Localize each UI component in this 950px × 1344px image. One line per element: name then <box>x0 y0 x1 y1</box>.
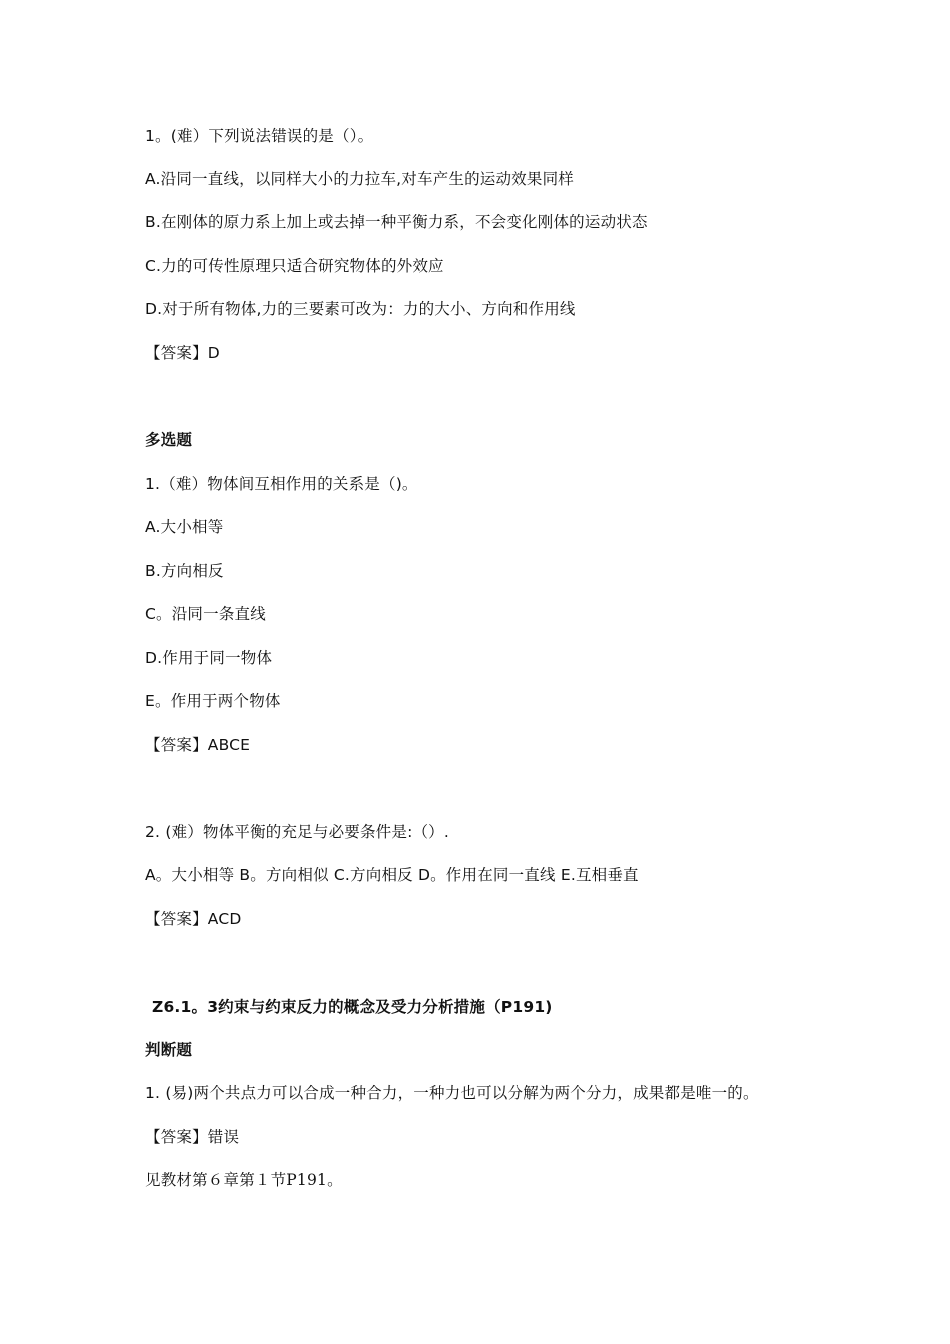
question-1-stem: 1。(难）下列说法错误的是（）。 <box>145 127 374 145</box>
multi-question-1-option-c: C。沿同一条直线 <box>145 605 266 623</box>
multi-choice-heading: 多选题 <box>145 431 193 449</box>
multi-question-1-option-a: A.大小相等 <box>145 518 224 536</box>
multi-question-1-option-d: D.作用于同一物体 <box>145 649 273 667</box>
true-false-question-1-stem: 1. (易)两个共点力可以合成一种合力，一种力也可以分解为两个分力，成果都是唯一的。 <box>145 1084 759 1102</box>
true-false-heading: 判断题 <box>145 1041 193 1059</box>
question-1-option-c: C.力的可传性原理只适合研究物体的外效应 <box>145 257 444 275</box>
multi-question-2-answer: 【答案】ACD <box>145 910 242 928</box>
question-1-option-b: B.在刚体的原力系上加上或去掉一种平衡力系，不会变化刚体的运动状态 <box>145 213 648 231</box>
question-1-option-a: A.沿同一直线，以同样大小的力拉车,对车产生的运动效果同样 <box>145 170 574 188</box>
question-1-option-d: D.对于所有物体,力的三要素可改为：力的大小、方向和作用线 <box>145 300 576 318</box>
multi-question-1-stem: 1.（难）物体间互相作用的关系是（)。 <box>145 475 418 493</box>
multi-question-1-option-b: B.方向相反 <box>145 562 224 580</box>
multi-question-2-stem: 2. (难）物体平衡的充足与必要条件是:（）. <box>145 823 450 841</box>
multi-question-1-answer: 【答案】ABCE <box>145 736 251 754</box>
true-false-question-1-answer: 【答案】错误 <box>145 1128 240 1146</box>
question-1-answer: 【答案】D <box>145 344 220 362</box>
textbook-reference: 见教材第６章第１节P191。 <box>145 1171 343 1189</box>
multi-question-2-options: A。大小相等 B。方向相似 C.方向相反 D。作用在同一直线 E.互相垂直 <box>145 866 639 884</box>
multi-question-1-option-e: E。作用于两个物体 <box>145 692 281 710</box>
section-heading: Z6.1。3约束与约束反力的概念及受力分析措施（P191) <box>152 998 553 1016</box>
